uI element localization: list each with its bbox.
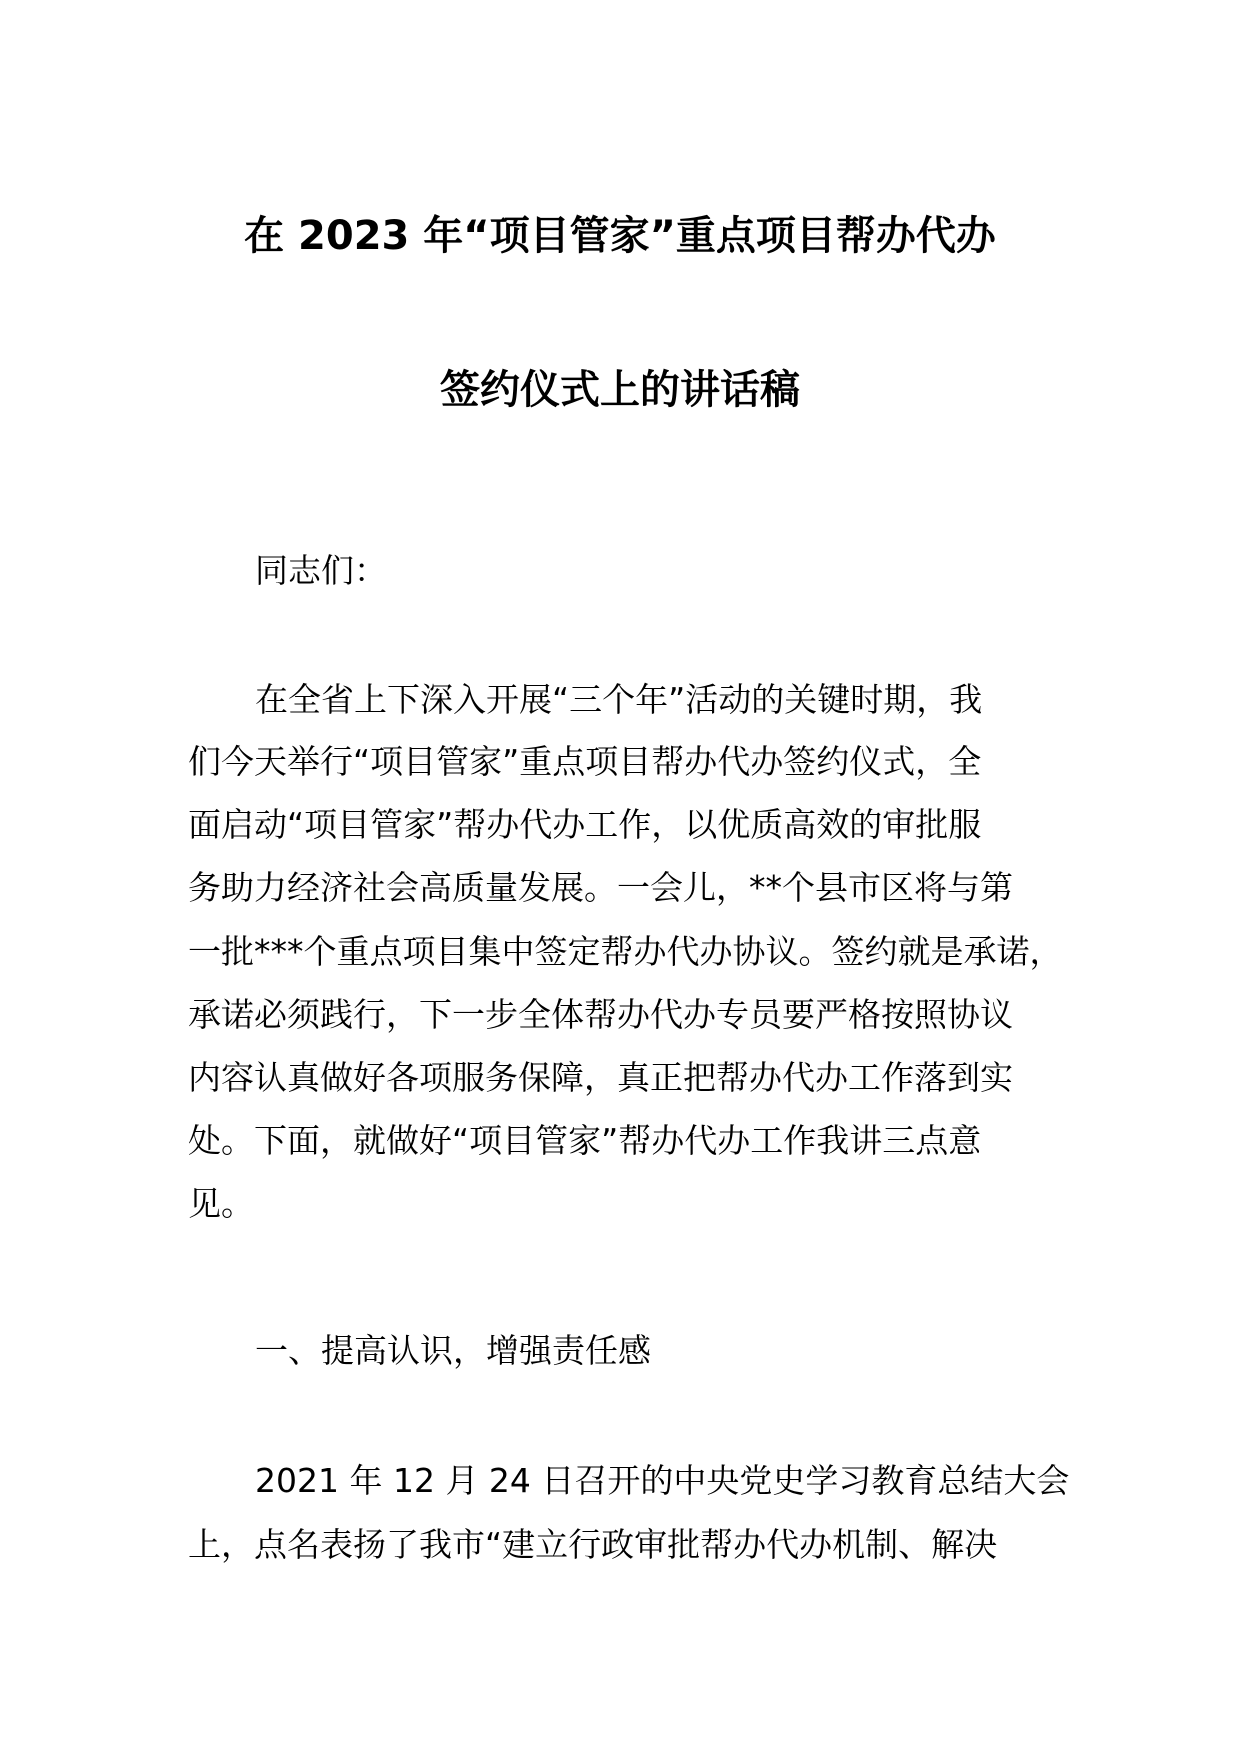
paragraph-1-line-9: 见。 bbox=[188, 1184, 254, 1223]
document-title-line-1: 在 2023 年“项目管家”重点项目帮办代办 bbox=[244, 213, 996, 259]
paragraph-1-line-6: 承诺必须践行，下一步全体帮办代办专员要严格按照协议 bbox=[188, 995, 1013, 1034]
salutation: 同志们： bbox=[255, 551, 387, 590]
section-1-heading: 一、提高认识，增强责任感 bbox=[255, 1331, 651, 1370]
paragraph-1-line-1: 在全省上下深入开展“三个年”活动的关键时期，我 bbox=[255, 680, 983, 719]
paragraph-1-line-5: 一批***个重点项目集中签定帮办代办协议。签约就是承诺， bbox=[188, 932, 1063, 971]
paragraph-1-line-4: 务助力经济社会高质量发展。一会儿，**个县市区将与第 bbox=[188, 868, 1013, 907]
paragraph-1-line-3: 面启动“项目管家”帮办代办工作，以优质高效的审批服 bbox=[188, 805, 982, 844]
paragraph-1-line-7: 内容认真做好各项服务保障，真正把帮办代办工作落到实 bbox=[188, 1058, 1013, 1097]
paragraph-1-line-8: 处。下面，就做好“项目管家”帮办代办工作我讲三点意 bbox=[188, 1121, 982, 1160]
paragraph-2-line-1: 2021 年 12 月 24 日召开的中央党史学习教育总结大会 bbox=[255, 1461, 1070, 1500]
paragraph-1-line-2: 们今天举行“项目管家”重点项目帮办代办签约仪式，全 bbox=[188, 742, 982, 781]
paragraph-2-line-2: 上，点名表扬了我市“建立行政审批帮办代办机制、解决 bbox=[188, 1525, 998, 1564]
document-title-line-2: 签约仪式上的讲话稿 bbox=[440, 367, 800, 413]
